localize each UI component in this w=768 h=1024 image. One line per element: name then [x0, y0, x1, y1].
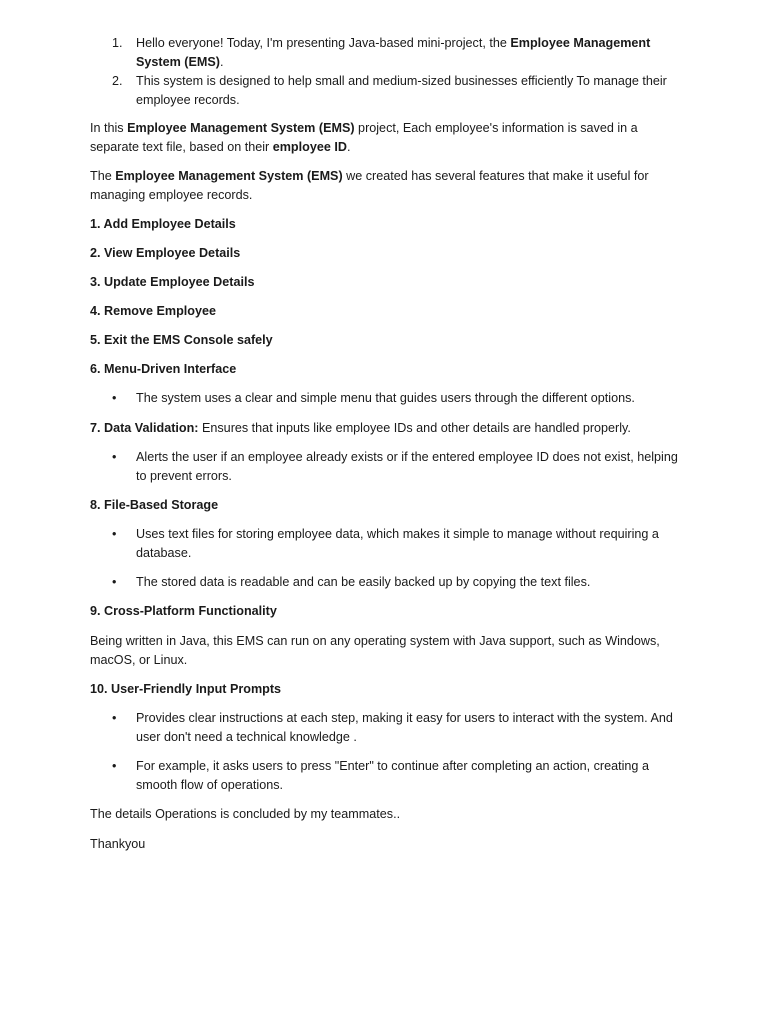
- feature-heading-5: 5. Exit the EMS Console safely: [90, 333, 273, 347]
- paragraph-cross-platform: Being written in Java, this EMS can run on any operating system with Java support, such as Windows, macOS, or Linux.: [90, 634, 660, 667]
- document-body: [90, 34, 690, 854]
- list-number: 1.: [112, 36, 123, 50]
- feature-heading-2: 2. View Employee Details: [90, 246, 241, 260]
- bullet-text: For example, it asks users to press "Enter" to continue after completing an action, creating a smooth flow of operations.: [136, 759, 649, 792]
- feature-heading-1: 1. Add Employee Details: [90, 217, 236, 231]
- ems-name: Employee Management System (EMS): [136, 36, 651, 69]
- paragraph-storage: [90, 119, 690, 157]
- bullet-glyph: •: [112, 450, 117, 464]
- feature-heading-7: 7. Data Validation:: [90, 421, 199, 435]
- intro-item-period: .: [219, 55, 224, 69]
- intro-list: [90, 34, 690, 110]
- feature-heading-3: 3. Update Employee Details: [90, 275, 255, 289]
- feature-7: [90, 419, 690, 438]
- bullet-item: [90, 573, 690, 592]
- paragraph-text: .: [346, 140, 351, 154]
- feature-10-bullets: [90, 709, 690, 795]
- feature-heading-8: 8. File-Based Storage: [90, 498, 219, 512]
- paragraph-text: project, Each employee's information is saved in a separate text file, based on their: [90, 121, 638, 154]
- bullet-item: [90, 389, 690, 408]
- feature-6-bullets: [90, 389, 690, 408]
- bullet-glyph: •: [112, 527, 117, 541]
- feature-heading-9: 9. Cross-Platform Functionality: [90, 604, 277, 618]
- feature-heading-6: 6. Menu-Driven Interface: [90, 362, 237, 376]
- paragraph-text: The: [90, 169, 116, 183]
- bullet-glyph: •: [112, 759, 117, 773]
- employee-id-term: employee ID: [272, 140, 347, 154]
- bullet-item: [90, 757, 690, 795]
- bullet-text: Provides clear instructions at each step, making it easy for users to interact with the system. And user don't need a technical knowledge .: [136, 711, 673, 744]
- feature-heading-4: 4. Remove Employee: [90, 304, 216, 318]
- bullet-text: Uses text files for storing employee data, which makes it simple to manage without requiring a database.: [136, 527, 659, 560]
- ems-name: Employee Management System (EMS): [127, 121, 355, 135]
- bullet-text: The stored data is readable and can be easily backed up by copying the text files.: [136, 575, 591, 589]
- bullet-glyph: •: [112, 711, 117, 725]
- list-number: 2.: [112, 74, 123, 88]
- paragraph-features-intro: [90, 167, 690, 205]
- bullet-text: The system uses a clear and simple menu that guides users through the different options.: [136, 391, 635, 405]
- intro-item-1: [90, 34, 690, 72]
- thanks-paragraph: Thankyou: [90, 837, 146, 851]
- intro-item-2: [90, 72, 690, 110]
- bullet-item: [90, 709, 690, 747]
- bullet-glyph: •: [112, 391, 117, 405]
- closing-paragraph: The details Operations is concluded by my teammates..: [90, 807, 401, 821]
- bullet-item: [90, 448, 690, 486]
- feature-8-bullets: [90, 525, 690, 592]
- paragraph-text: In this: [90, 121, 128, 135]
- bullet-text: Alerts the user if an employee already exists or if the entered employee ID does not exist, helping to prevent errors.: [136, 450, 678, 483]
- feature-text: Ensures that inputs like employee IDs and other details are handled properly.: [198, 421, 631, 435]
- feature-heading-10: 10. User-Friendly Input Prompts: [90, 682, 282, 696]
- feature-7-bullets: [90, 448, 690, 486]
- intro-item-text: Hello everyone! Today, I'm presenting Java-based mini-project, the: [136, 36, 511, 50]
- bullet-item: [90, 525, 690, 563]
- paragraph-text: we created has several features that make it useful for managing employee records.: [90, 169, 649, 202]
- bullet-glyph: •: [112, 575, 117, 589]
- ems-name: Employee Management System (EMS): [115, 169, 343, 183]
- intro-item-text: This system is designed to help small and medium-sized businesses efficiently To manage their employee records.: [136, 74, 667, 107]
